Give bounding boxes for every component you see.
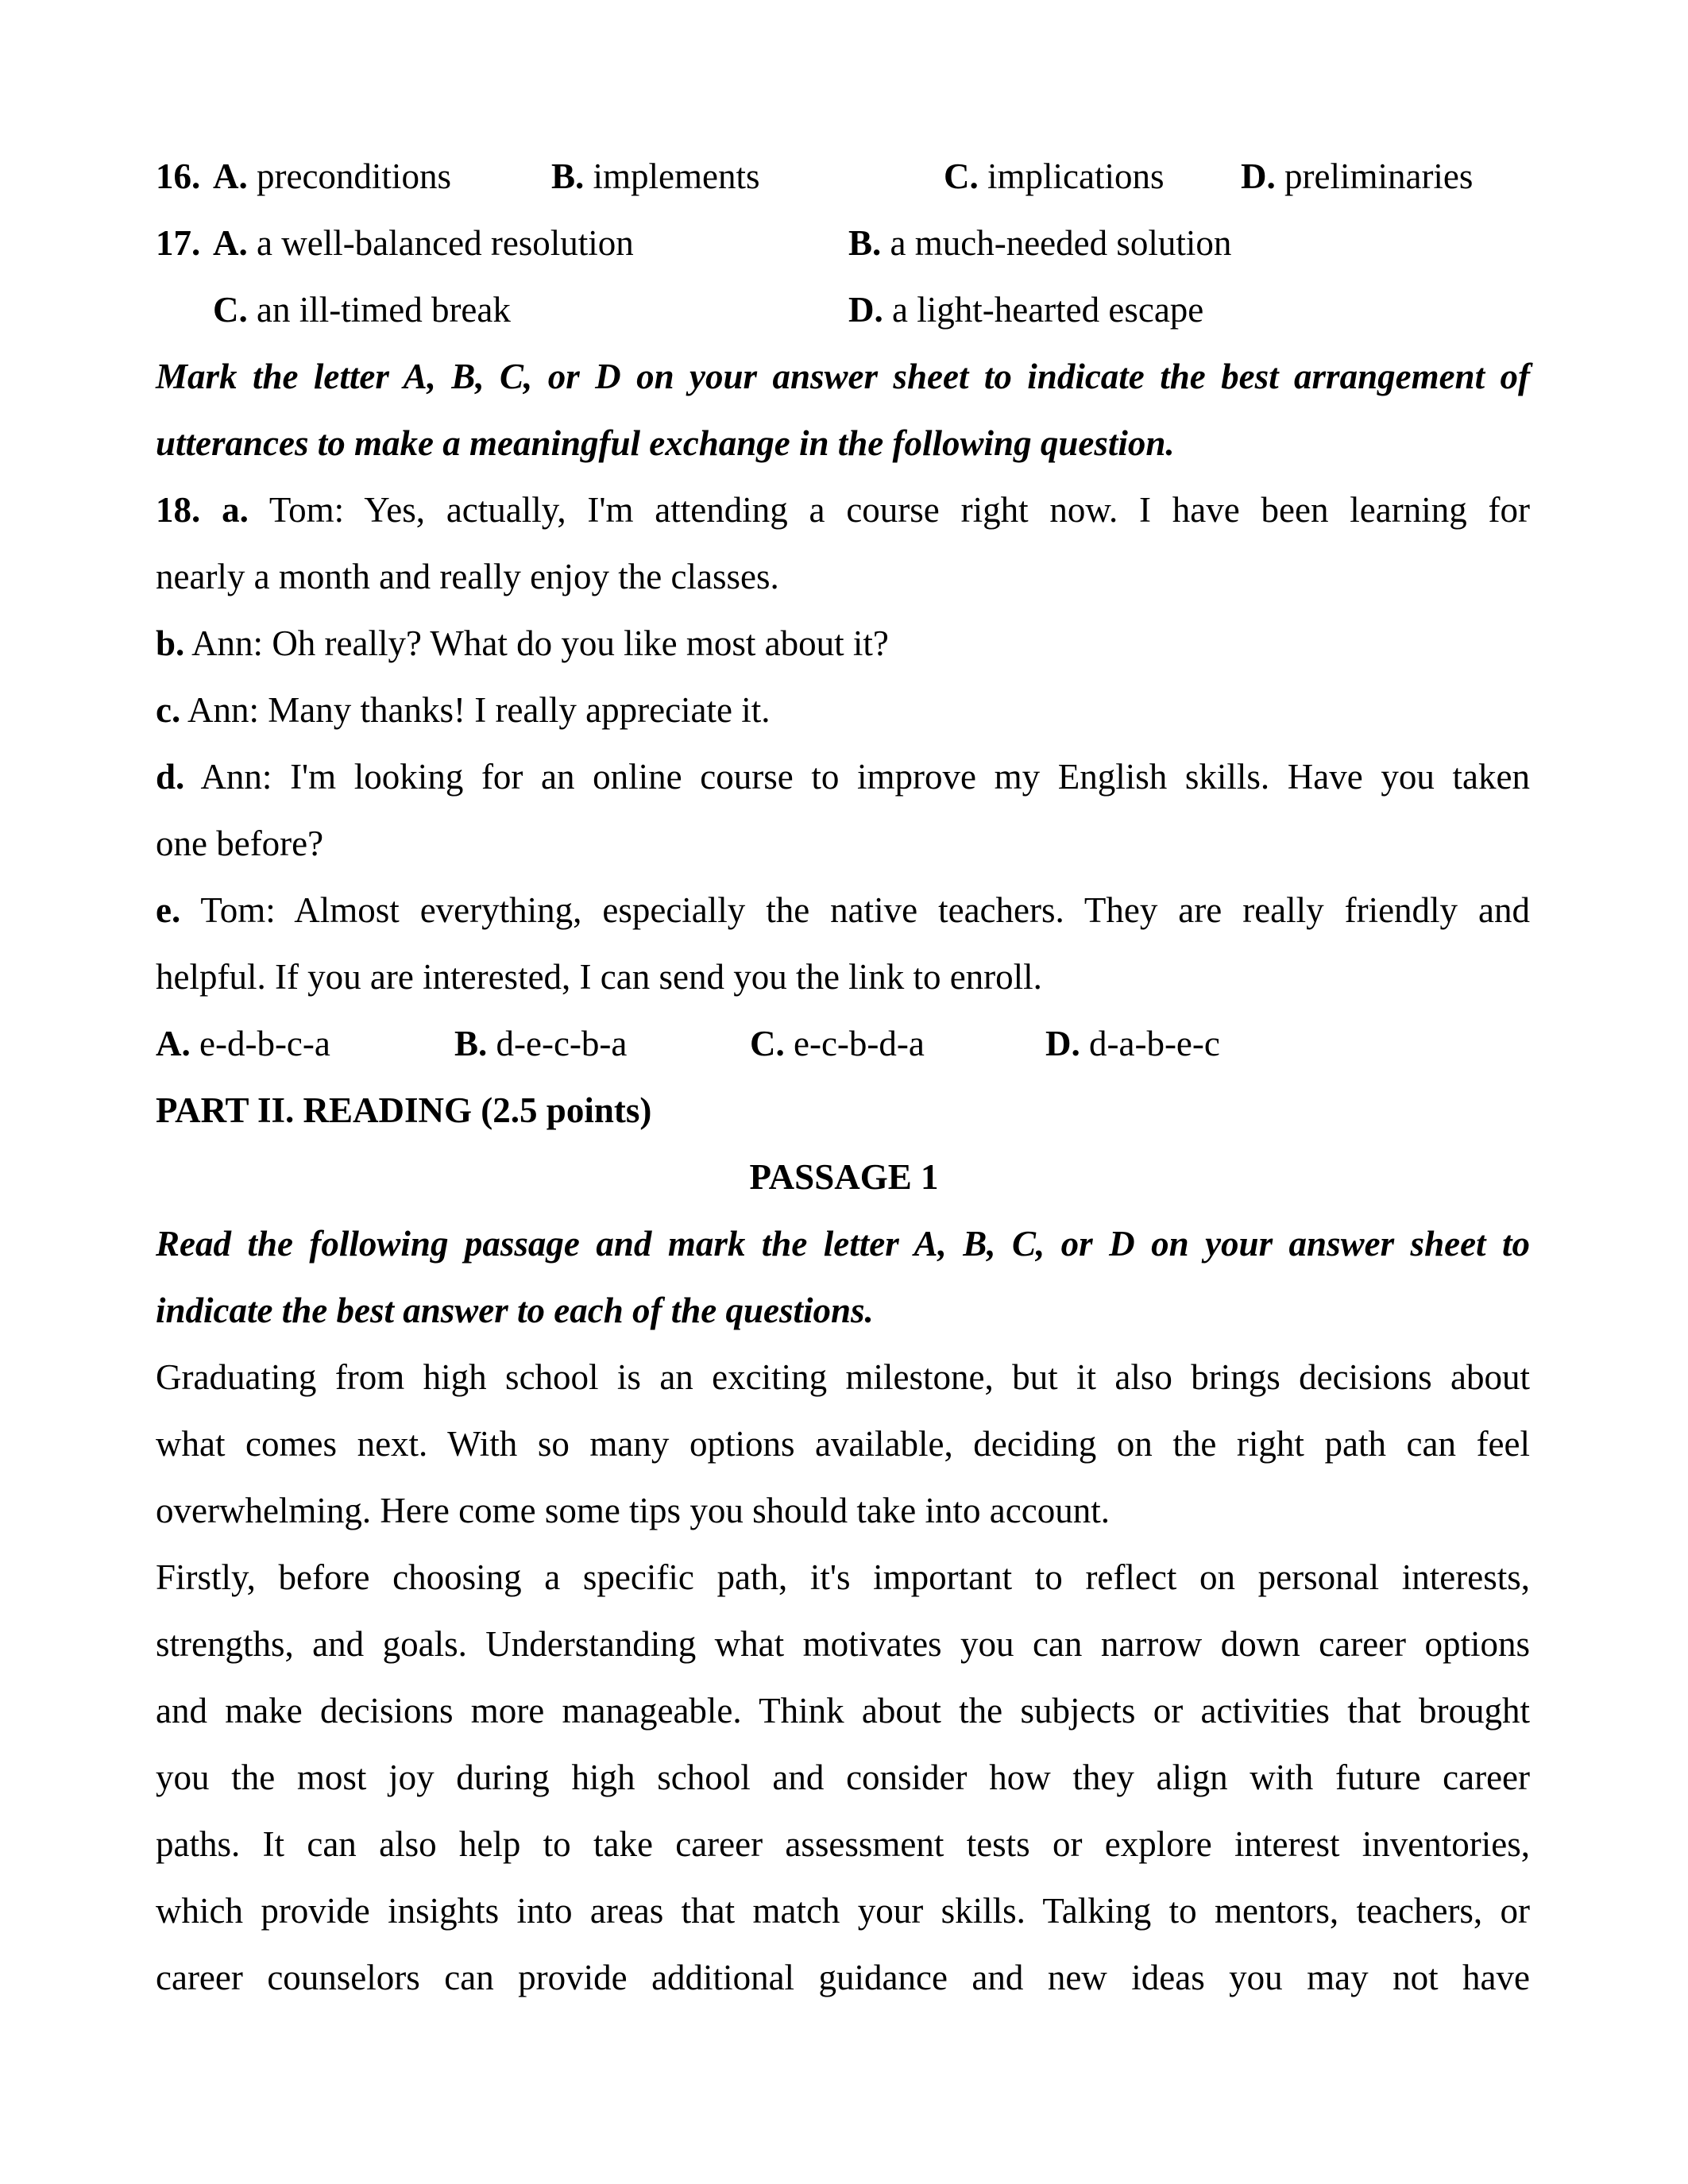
option-d[interactable]: D. a light-hearted escape bbox=[848, 290, 1204, 330]
passage-line: and make decisions more manageable. Think about the subjects or activities that brought bbox=[156, 1691, 1530, 1731]
passage-line: overwhelming. Here come some tips you should take into account. bbox=[156, 1491, 1110, 1530]
passage-line: strengths, and goals. Understanding what motivates you can narrow down career options bbox=[156, 1624, 1530, 1664]
option-a[interactable]: A. e-d-b-c-a bbox=[156, 1024, 330, 1063]
q18-item-e-line2: helpful. If you are interested, I can send you the link to enroll. bbox=[156, 957, 1042, 997]
passage-line: career counselors can provide additional guidance and new ideas you may not have bbox=[156, 1958, 1530, 1997]
option-d[interactable]: D. d-a-b-e-c bbox=[1045, 1024, 1220, 1063]
passage-line: Graduating from high school is an exciting milestone, but it also brings decisions about bbox=[156, 1357, 1530, 1397]
option-c[interactable]: C. e-c-b-d-a bbox=[750, 1024, 925, 1063]
option-b[interactable]: B. d-e-c-b-a bbox=[454, 1024, 628, 1063]
question-number: 18. bbox=[156, 490, 201, 530]
q18-item-e-line1: e. Tom: Almost everything, especially the native teachers. They are really friendly and bbox=[156, 890, 1530, 930]
q18-item-d-line2: one before? bbox=[156, 824, 324, 863]
option-b[interactable]: B. a much-needed solution bbox=[848, 223, 1232, 263]
item-label: d. bbox=[156, 757, 185, 797]
passage-title: PASSAGE 1 bbox=[749, 1157, 939, 1197]
option-d[interactable]: D. preliminaries bbox=[1241, 156, 1474, 196]
item-label: e. bbox=[156, 890, 181, 930]
passage-line: Firstly, before choosing a specific path, it's important to reflect on personal interests, bbox=[156, 1557, 1530, 1597]
q18-item-a-line1: 18. a. Tom: Yes, actually, I'm attending a course right now. I have been learning for bbox=[156, 490, 1531, 530]
instruction-line-1: Mark the letter A, B, C, or D on your answer sheet to indicate the best arrangement of bbox=[156, 357, 1530, 396]
question-16 bbox=[156, 156, 1530, 196]
passage-line: you the most joy during high school and consider how they align with future career bbox=[156, 1758, 1530, 1797]
passage-instruction-line-1: Read the following passage and mark the letter A, B, C, or D on your answer sheet to bbox=[156, 1224, 1530, 1264]
option-c[interactable]: C. an ill-timed break bbox=[213, 290, 511, 330]
instruction-line-2: utterances to make a meaningful exchange in the following question. bbox=[156, 423, 1175, 463]
item-label: a. bbox=[222, 490, 249, 530]
passage-instruction-line-2: indicate the best answer to each of the questions. bbox=[156, 1291, 874, 1330]
passage-line: what comes next. With so many options available, deciding on the right path can feel bbox=[156, 1424, 1530, 1464]
part-heading: PART II. READING (2.5 points) bbox=[156, 1090, 652, 1130]
option-b[interactable]: B. implements bbox=[551, 156, 760, 196]
option-a[interactable]: A. a well-balanced resolution bbox=[213, 223, 634, 263]
option-a[interactable]: A. preconditions bbox=[213, 156, 451, 196]
passage-line: which provide insights into areas that match your skills. Talking to mentors, teachers, or bbox=[156, 1891, 1530, 1931]
q18-item-b: b. Ann: Oh really? What do you like most about it? bbox=[156, 623, 889, 663]
question-number: 17. bbox=[156, 223, 201, 263]
q18-item-c: c. Ann: Many thanks! I really appreciate it. bbox=[156, 690, 771, 730]
item-label: c. bbox=[156, 690, 181, 730]
item-label: b. bbox=[156, 623, 185, 663]
q18-item-d-line1: d. Ann: I'm looking for an online course to improve my English skills. Have you taken bbox=[156, 757, 1530, 797]
q18-item-a-line2: nearly a month and really enjoy the classes. bbox=[156, 557, 779, 596]
passage-line: paths. It can also help to take career assessment tests or explore interest inventories, bbox=[156, 1824, 1530, 1864]
question-number: 16. bbox=[156, 156, 201, 196]
option-c[interactable]: C. implications bbox=[944, 156, 1165, 196]
question-17 bbox=[156, 223, 1530, 263]
